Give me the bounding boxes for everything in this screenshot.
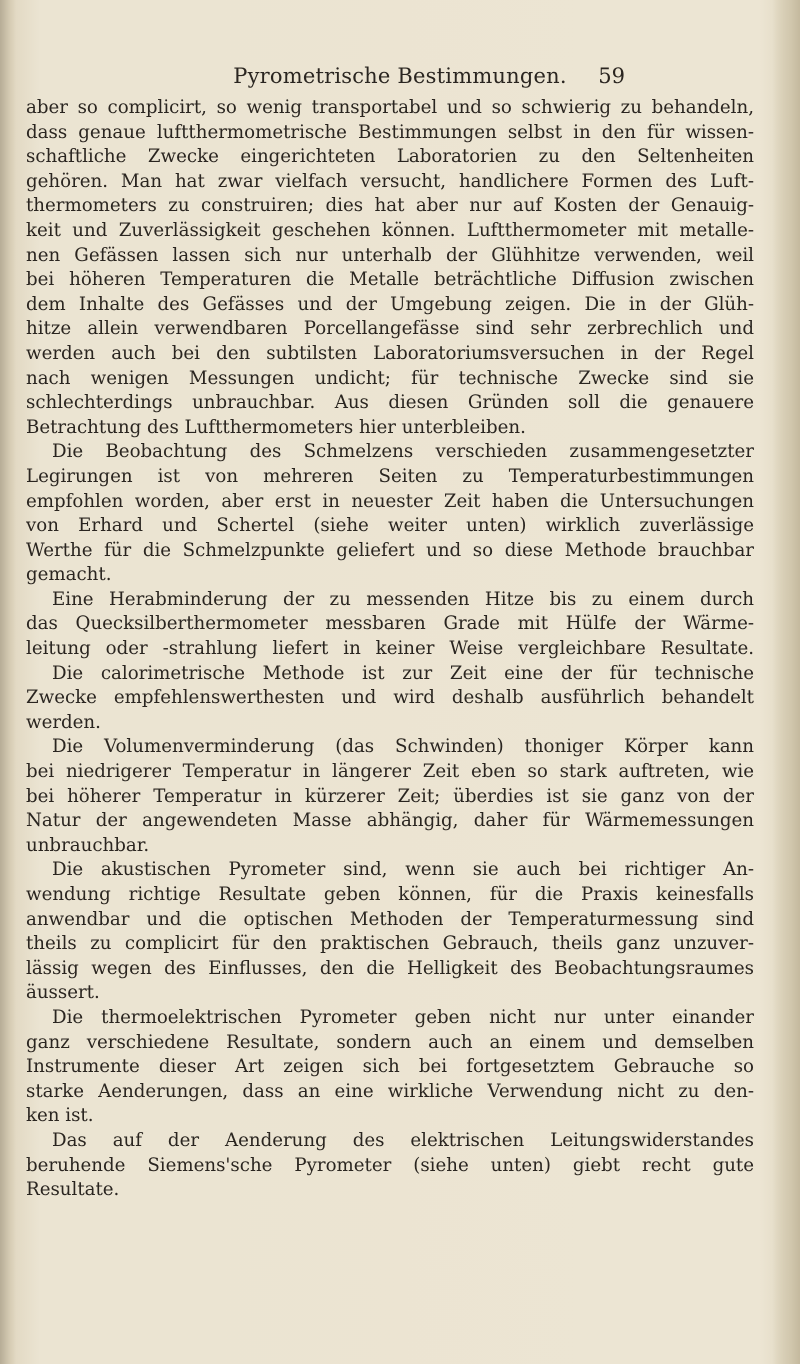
text-line: unbrauchbar. [26,834,150,856]
text-line: hitze allein verwendbaren Porcellangefässe sind sehr zerbrechlich und [26,318,754,340]
text-line: empfohlen worden, aber erst in neuester Zeit haben die Untersuchungen [26,490,754,512]
text-line: schaftliche Zwecke eingerichteten Laboratorien zu den Seltenheiten [26,146,754,168]
text-line: theils zu complicirt für den praktischen Gebrauch, theils ganz unzuver- [26,933,754,955]
text-line: beruhende Siemens'sche Pyrometer (siehe unten) giebt recht gute [26,1154,754,1176]
text-line: ken ist. [26,1105,94,1127]
text-line: Die calorimetrische Methode ist zur Zeit eine der für technische [52,662,754,684]
text-line: gehören. Man hat zwar vielfach versucht, handlichere Formen des Luft- [26,170,754,192]
text-line: dem Inhalte des Gefässes und der Umgebung zeigen. Die in der Glüh- [26,293,754,315]
running-header [0,64,800,94]
text-line: Zwecke empfehlenswerthesten und wird deshalb ausführlich behandelt [26,687,754,709]
text-line: bei höherer Temperatur in kürzerer Zeit; überdies ist sie ganz von der [26,785,754,807]
text-line: gemacht. [26,564,112,586]
text-line: das Quecksilberthermometer messbaren Grade mit Hülfe der Wärme- [26,613,754,635]
text-line: Legirungen ist von mehreren Seiten zu Temperaturbestimmungen [26,465,754,487]
text-line: leitung oder -strahlung liefert in keiner Weise vergleichbare Resultate. [26,638,754,660]
text-line: Die Volumenverminderung (das Schwinden) thoniger Körper kann [52,736,754,758]
text-line: nach wenigen Messungen undicht; für technische Zwecke sind sie [26,367,754,389]
text-line: ganz verschiedene Resultate, sondern auch an einem und demselben [26,1031,754,1053]
text-line: Die Beobachtung des Schmelzens verschieden zusammengesetzter [52,441,754,463]
running-title: Pyrometrische Bestimmungen. [233,64,567,88]
text-line: aber so complicirt, so wenig transportabel und so schwierig zu behandeln, [26,97,754,118]
text-line: bei höheren Temperaturen die Metalle beträchtliche Diffusion zwischen [26,269,754,291]
text-line: keit und Zuverlässigkeit geschehen können. Luftthermometer mit metalle- [26,219,754,241]
text-line: Die thermoelektrischen Pyrometer geben nicht nur unter einander [52,1006,754,1028]
text-line: Eine Herabminderung der zu messenden Hitze bis zu einem durch [52,588,754,610]
text-line: Resultate. [26,1179,120,1201]
text-line: Werthe für die Schmelzpunkte geliefert und so diese Methode brauchbar [26,539,754,561]
text-line: Natur der angewendeten Masse abhängig, daher für Wärmemessungen [26,810,754,832]
text-line: Instrumente dieser Art zeigen sich bei fortgesetztem Gebrauche so [26,1056,754,1078]
text-line: werden auch bei den subtilsten Laboratoriumsversuchen in der Regel [26,342,754,364]
text-line: wendung richtige Resultate geben können, für die Praxis keinesfalls [26,884,754,905]
text-line: von Erhard und Schertel (siehe weiter unten) wirklich zuverlässige [26,515,754,537]
text-line: schlechterdings unbrauchbar. Aus diesen Gründen soll die genauere [26,392,754,414]
body-text [26,96,754,1203]
page-edge-right [772,0,800,1364]
page-number: 59 [598,64,625,88]
text-line: lässig wegen des Einflusses, den die Helligkeit des Beobachtungsraumes [26,957,754,979]
text-line: bei niedrigerer Temperatur in längerer Zeit eben so stark auftreten, wie [26,761,754,783]
text-line: starke Aenderungen, dass an eine wirkliche Verwendung nicht zu den- [26,1080,754,1102]
text-line: Betrachtung des Luftthermometers hier unterbleiben. [26,416,526,438]
text-line: dass genaue luftthermometrische Bestimmungen selbst in den für wissen- [26,121,754,143]
text-line: anwendbar und die optischen Methoden der Temperaturmessung sind [26,908,754,930]
text-line: werden. [26,711,101,733]
page-gutter-left [0,0,16,1364]
text-line: thermometers zu construiren; dies hat aber nur auf Kosten der Genauig- [26,195,754,217]
text-line: äussert. [26,982,100,1004]
text-line: Die akustischen Pyrometer sind, wenn sie auch bei richtiger An- [52,859,754,881]
text-line: nen Gefässen lassen sich nur unterhalb der Glühhitze verwenden, weil [26,244,754,266]
text-line: Das auf der Aenderung des elektrischen Leitungswiderstandes [52,1129,754,1151]
